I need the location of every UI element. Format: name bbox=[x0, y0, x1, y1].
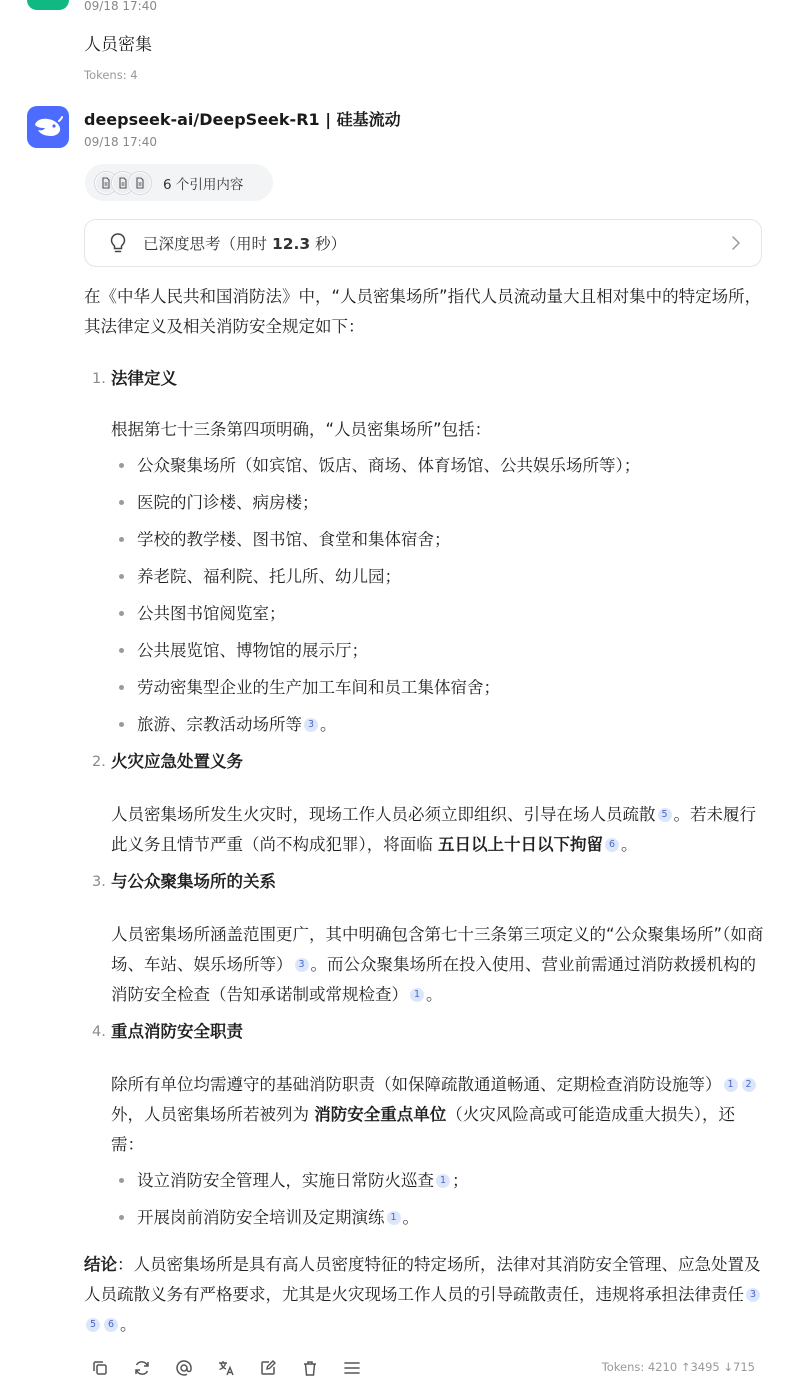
citations-button[interactable] bbox=[85, 164, 273, 201]
section-title: 重点消防安全职责 bbox=[111, 1022, 243, 1041]
citation-badge[interactable]: 6 bbox=[104, 1318, 118, 1332]
copy-button[interactable] bbox=[86, 1354, 114, 1382]
venue-list bbox=[111, 447, 764, 743]
user-message-text: 人员密集 bbox=[84, 35, 152, 55]
list-item: 学校的教学楼、图书馆、食堂和集体宿舍； bbox=[111, 521, 764, 558]
regenerate-button[interactable] bbox=[128, 1354, 156, 1382]
mention-icon bbox=[175, 1359, 193, 1377]
answer-conclusion: 结论：人员密集场所是具有高人员密度特征的特定场所，法律对其消防安全管理、应急处置及人员疏散义务有严格要求，尤其是火灾现场工作人员的引导疏散责任，违规将承担法律责任 35 6 。 bbox=[84, 1255, 761, 1334]
section-title: 与公众聚集场所的关系 bbox=[111, 872, 276, 891]
section-title: 法律定义 bbox=[111, 369, 177, 388]
more-menu-button[interactable] bbox=[338, 1354, 366, 1382]
citation-badge[interactable]: 1 bbox=[436, 1174, 450, 1188]
lightbulb-icon bbox=[109, 232, 127, 254]
mention-button[interactable] bbox=[170, 1354, 198, 1382]
user-message-tokens: Tokens: 4 bbox=[84, 68, 138, 82]
citations-label: 6 个引用内容 bbox=[163, 176, 244, 193]
assistant-message-time: 09/18 17:40 bbox=[84, 135, 157, 149]
citation-badge[interactable]: 5 bbox=[86, 1318, 100, 1332]
citation-badge[interactable]: 3 bbox=[295, 958, 309, 972]
section-number: 3. bbox=[92, 874, 106, 890]
section-number: 4. bbox=[92, 1024, 106, 1040]
edit-button[interactable] bbox=[254, 1354, 282, 1382]
translate-button[interactable] bbox=[212, 1354, 240, 1382]
translate-icon bbox=[217, 1359, 235, 1377]
assistant-model-name: deepseek-ai/DeepSeek-R1 | 硅基流动 bbox=[84, 110, 401, 129]
chevron-right-icon bbox=[731, 235, 741, 251]
section-text: 除所有单位均需遵守的基础消防职责（如保障疏散通道畅通、定期检查消防设施等） 1 2外，人员密集场所若被列为 消防安全重点单位（火灾风险高或可能造成重大损失），还需： bbox=[111, 1070, 764, 1160]
copy-icon bbox=[91, 1359, 109, 1377]
list-item: 开展岗前消防安全培训及定期演练 1 。 bbox=[111, 1199, 764, 1236]
list-item: 设立消防安全管理人，实施日常防火巡查 1 ； bbox=[111, 1162, 764, 1199]
section-text: 根据第七十三条第四项明确，“人员密集场所”包括： bbox=[111, 420, 492, 439]
section-emergency-duty bbox=[84, 747, 764, 860]
section-text: 人员密集场所发生火灾时，现场工作人员必须立即组织、引导在场人员疏散 5 。若未履行此义务且情节严重（尚不构成犯罪），将面临 五日以上十日以下拘留 6 。 bbox=[111, 805, 756, 854]
citation-badge[interactable]: 1 bbox=[387, 1211, 401, 1225]
citation-badge[interactable]: 1 bbox=[410, 988, 424, 1002]
user-avatar bbox=[27, 0, 69, 10]
answer-intro: 在《中华人民共和国消防法》中，“人员密集场所”指代人员流动量大且相对集中的特定场所，其法律定义及相关消防安全规定如下： bbox=[84, 287, 762, 336]
section-legal-definition bbox=[84, 364, 764, 743]
list-item: 医院的门诊楼、病房楼； bbox=[111, 484, 764, 521]
deep-thinking-label: 已深度思考（用时 12.3 秒） bbox=[143, 235, 347, 253]
deep-thinking-toggle[interactable] bbox=[84, 219, 762, 267]
citation-badge[interactable]: 3 bbox=[746, 1288, 760, 1302]
token-usage: Tokens: 4210 ↑3495 ↓715 bbox=[601, 1360, 755, 1374]
duty-list bbox=[111, 1162, 764, 1236]
citation-badge[interactable]: 6 bbox=[605, 838, 619, 852]
section-key-duties bbox=[84, 1017, 764, 1236]
citation-badge[interactable]: 3 bbox=[304, 718, 318, 732]
regenerate-icon bbox=[133, 1359, 151, 1377]
message-toolbar bbox=[86, 1354, 380, 1382]
answer-body bbox=[84, 282, 764, 1340]
document-icon bbox=[129, 172, 151, 194]
section-number: 2. bbox=[92, 754, 106, 770]
user-message-time: 09/18 17:40 bbox=[84, 0, 157, 13]
list-item: 旅游、宗教活动场所等 3 。 bbox=[111, 706, 764, 743]
delete-button[interactable] bbox=[296, 1354, 324, 1382]
delete-icon bbox=[301, 1359, 319, 1377]
list-item: 养老院、福利院、托儿所、幼儿园； bbox=[111, 558, 764, 595]
list-item: 公众聚集场所（如宾馆、饭店、商场、体育场馆、公共娱乐场所等）； bbox=[111, 447, 764, 484]
citation-badge[interactable]: 5 bbox=[658, 808, 672, 822]
section-number: 1. bbox=[92, 371, 106, 387]
list-item: 公共展览馆、博物馆的展示厅； bbox=[111, 632, 764, 669]
list-item: 公共图书馆阅览室； bbox=[111, 595, 764, 632]
list-item: 劳动密集型企业的生产加工车间和员工集体宿舍； bbox=[111, 669, 764, 706]
citation-badge[interactable]: 2 bbox=[742, 1078, 756, 1092]
edit-icon bbox=[259, 1359, 277, 1377]
assistant-avatar bbox=[27, 106, 69, 148]
citation-badge[interactable]: 1 bbox=[724, 1078, 738, 1092]
menu-icon bbox=[343, 1359, 361, 1377]
section-text: 人员密集场所涵盖范围更广，其中明确包含第七十三条第三项定义的“公众聚集场所”（如商场、车站、娱乐场所等） 3 。而公众聚集场所在投入使用、营业前需通过消防救援机构的消防安全检查（告知承诺制或常规检查） 1 。 bbox=[111, 925, 764, 1004]
section-relationship bbox=[84, 867, 764, 1010]
whale-logo-icon bbox=[33, 116, 63, 138]
section-title: 火灾应急处置义务 bbox=[111, 752, 243, 771]
